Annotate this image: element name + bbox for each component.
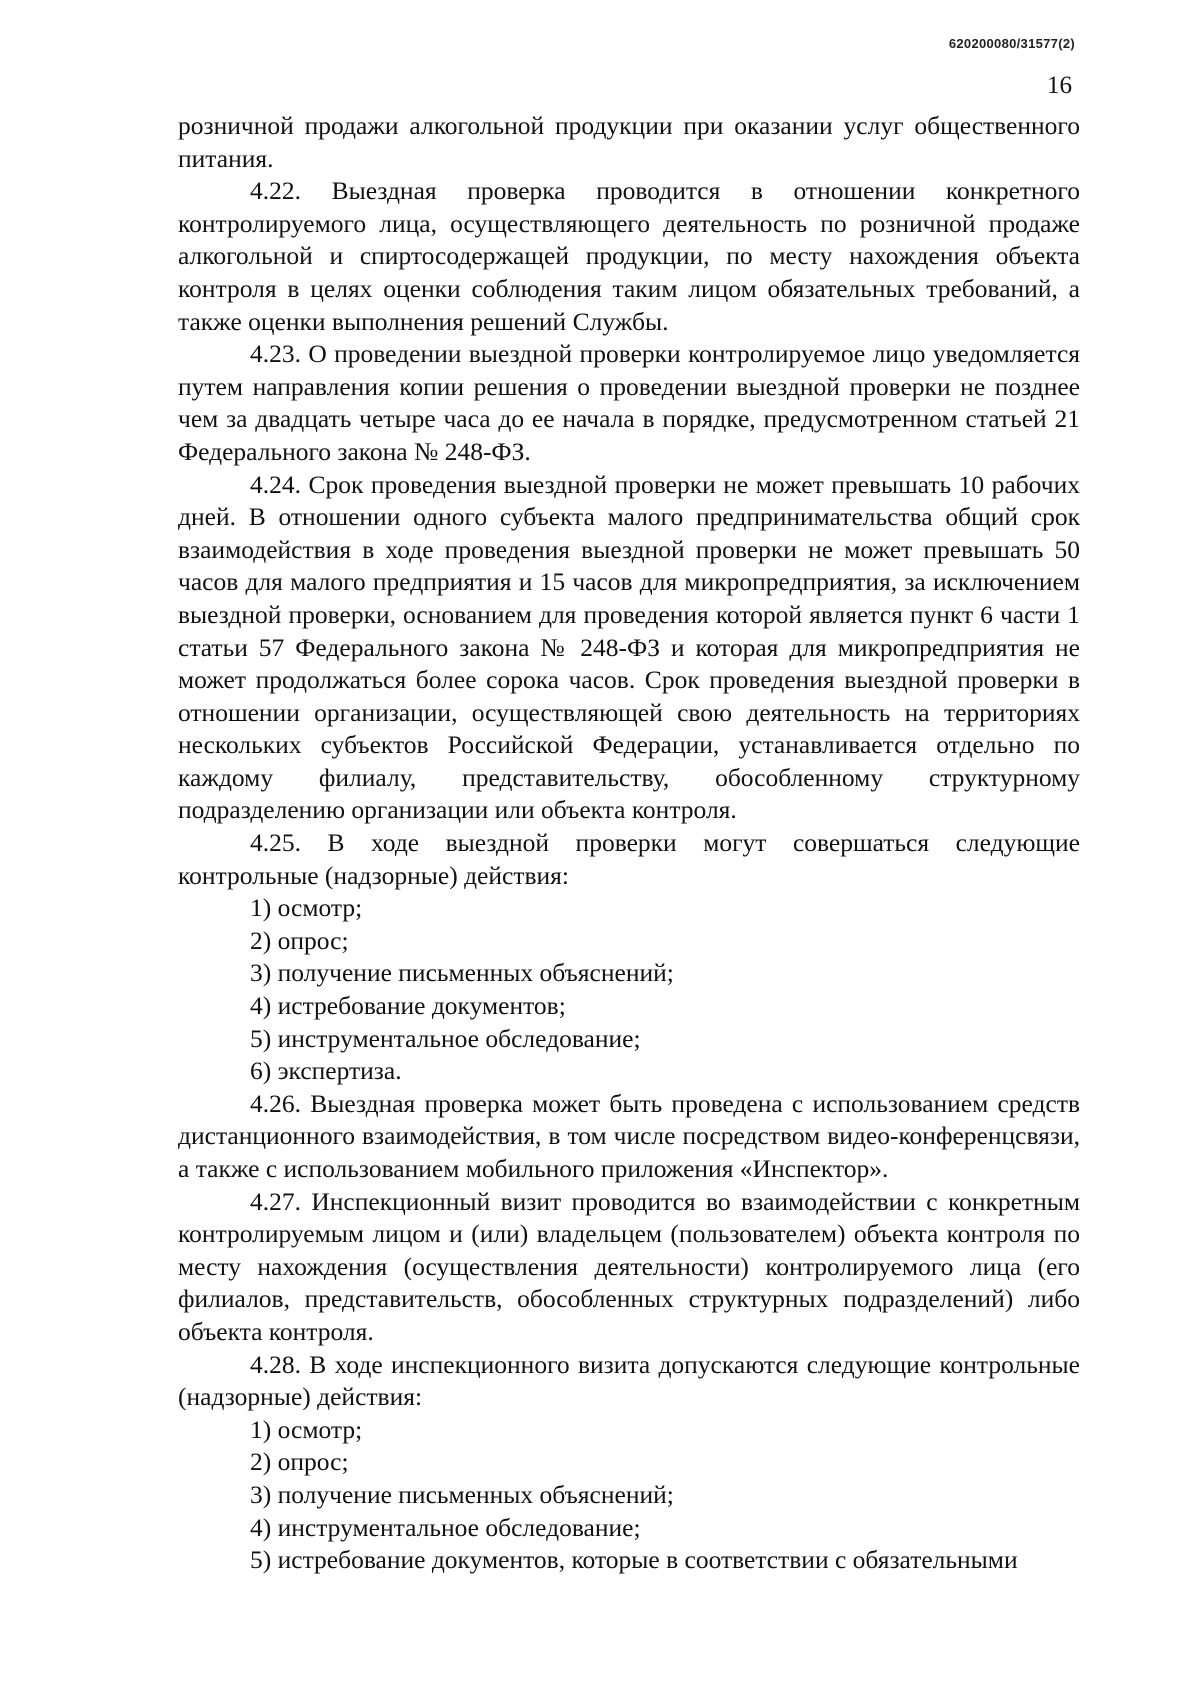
paragraph-4-25: 4.25. В ходе выездной проверки могут совершаться следующие контрольные (надзорные) действия: [178, 828, 1080, 890]
paragraph-continuation: розничной продажи алкогольной продукции при оказании услуг общественного питания. [178, 111, 1080, 173]
list-item: 6) экспертиза. [250, 1056, 402, 1086]
list-item: 5) инструментальное обследование; [250, 1023, 641, 1053]
document-body [178, 110, 1080, 1577]
list-item: 4) инструментальное обследование; [250, 1512, 641, 1542]
paragraph-4-26: 4.26. Выездная проверка может быть проведена с использованием средств дистанционного взаимодействия, в том числе посредством видео-конференцсвязи, а также с использованием мобильного приложения «Инспектор». [178, 1088, 1080, 1183]
document-registration-code: 620200080/31577(2) [948, 36, 1075, 51]
list-item: 1) осмотр; [250, 893, 363, 923]
list-item: 5) истребование документов, которые в соответствии с обязательными [250, 1545, 1018, 1575]
paragraph-4-22: 4.22. Выездная проверка проводится в отношении конкретного контролируемого лица, осуществляющего деятельность по розничной продаже алкогольной и спиртосодержащей продукции, по месту нахождения объекта контроля в целях оценки соблюдения таким лицом обязательных требований, а также оценки выполнения решений Службы. [178, 176, 1080, 336]
paragraph-4-24: 4.24. Срок проведения выездной проверки не может превышать 10 рабочих дней. В отношении одного субъекта малого предпринимательства общий срок взаимодействия в ходе проведения выездной проверки не может превышать 50 часов для малого предприятия и 15 часов для микропредприятия, за исключением выездной проверки, основанием для проведения которой является пункт 6 части 1 статьи 57 Федерального закона № 248-ФЗ и которая для микропредприятия не может продолжаться более сорока часов. Срок проведения выездной проверки в отношении организации, осуществляющей свою деятельность на территориях нескольких субъектов Российской Федерации, устанавливается отдельно по каждому филиалу, представительству, обособленному структурному подразделению организации или объекта контроля. [178, 469, 1080, 825]
list-item: 2) опрос; [250, 925, 349, 955]
paragraph-4-27: 4.27. Инспекционный визит проводится во взаимодействии с конкретным контролируемым лицом и (или) владельцем (пользователем) объекта контроля по месту нахождения (осуществления деятельности) контролируемого лица (его филиалов, представительств, обособленных структурных подразделений) либо объекта контроля. [178, 1186, 1080, 1346]
list-item: 3) получение письменных объяснений; [250, 1479, 674, 1509]
page-number: 16 [1047, 72, 1072, 99]
paragraph-4-28: 4.28. В ходе инспекционного визита допускаются следующие контрольные (надзорные) действия: [178, 1349, 1080, 1412]
list-item: 1) осмотр; [250, 1414, 363, 1444]
list-item: 3) получение письменных объяснений; [250, 958, 674, 988]
list-item: 2) опрос; [250, 1447, 349, 1477]
paragraph-4-23: 4.23. О проведении выездной проверки контролируемое лицо уведомляется путем направления копии решения о проведении выездной проверки не позднее чем за двадцать четыре часа до ее начала в порядке, предусмотренном статьей 21 Федерального закона № 248-ФЗ. [178, 339, 1080, 466]
list-item: 4) истребование документов; [250, 991, 566, 1021]
